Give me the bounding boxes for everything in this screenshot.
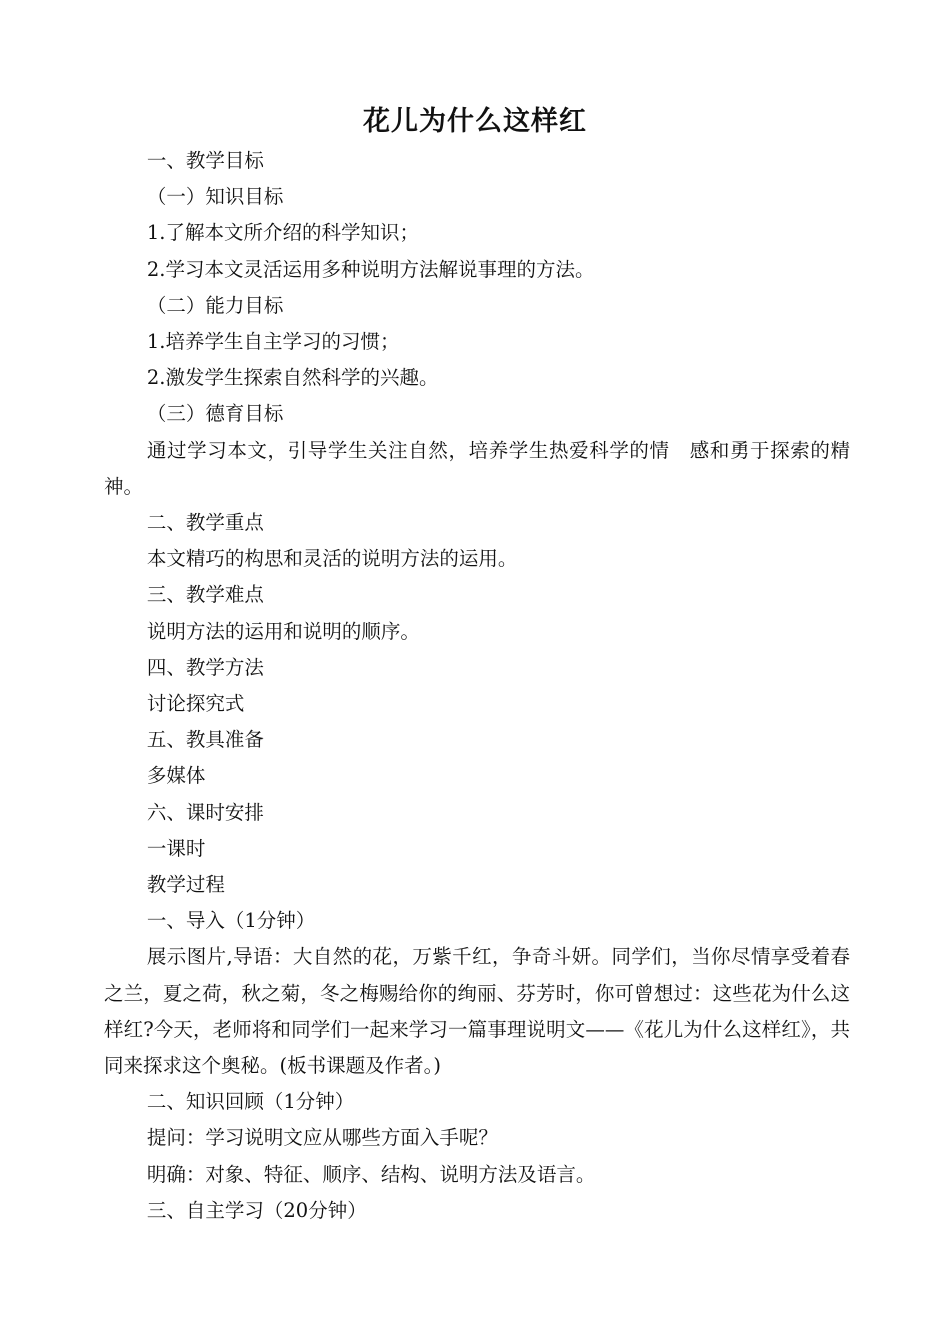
body-paragraph: 展示图片,导语：大自然的花，万紫千红，争奇斗妍。同学们，当你尽情享受着春之兰，夏之荷，秋之菊，冬之梅赐给你的绚丽、芬芳时，你可曾想过：这些花为什么这样红?今天，老师将和同学们一起来学习一篇事理说明文——《花儿为什么这样红》，共同来探求这个奥秘。(板书课题及作者。)	[104, 945, 850, 1078]
list-item: 1.培养学生自主学习的习惯；	[146, 330, 400, 354]
section-heading-teaching-aids: 五、教具准备	[146, 728, 264, 752]
list-item: 2.学习本文灵活运用多种说明方法解说事理的方法。	[146, 257, 595, 281]
body-paragraph: 讨论探究式	[146, 692, 245, 716]
document-title: 花儿为什么这样红	[363, 106, 587, 137]
document-body	[104, 143, 850, 1229]
subheading-moral-goals: （三）德育目标	[146, 402, 284, 426]
body-paragraph: 本文精巧的构思和灵活的说明方法的运用。	[146, 547, 518, 571]
body-paragraph: 说明方法的运用和说明的顺序。	[146, 619, 420, 643]
body-paragraph: 一课时	[146, 836, 206, 860]
step-heading-review: 二、知识回顾（1分钟）	[146, 1090, 355, 1114]
section-heading-teaching-goals: 一、教学目标	[146, 149, 264, 172]
list-item: 1.了解本文所介绍的科学知识；	[146, 221, 419, 245]
section-heading-key-points: 二、教学重点	[146, 511, 264, 535]
section-heading-methods: 四、教学方法	[146, 655, 264, 679]
section-heading-schedule: 六、课时安排	[146, 800, 264, 824]
body-paragraph: 提问：学习说明文应从哪些方面入手呢？	[146, 1126, 498, 1150]
section-heading-teaching-process: 教学过程	[146, 873, 225, 897]
body-paragraph: 通过学习本文，引导学生关注自然，培养学生热爱科学的情 感和勇于探索的精神。	[104, 438, 850, 498]
subheading-ability-goals: （二）能力目标	[146, 293, 284, 317]
list-item: 2.激发学生探索自然科学的兴趣。	[146, 366, 439, 390]
subheading-knowledge-goals: （一）知识目标	[146, 185, 284, 209]
section-heading-difficulties: 三、教学难点	[146, 583, 264, 607]
body-paragraph: 多媒体	[146, 764, 206, 788]
body-paragraph: 明确：对象、特征、顺序、结构、说明方法及语言。	[146, 1162, 596, 1186]
step-heading-intro: 一、导入（1分钟）	[146, 909, 316, 933]
step-heading-self-study: 三、自主学习（20分钟）	[146, 1198, 367, 1222]
